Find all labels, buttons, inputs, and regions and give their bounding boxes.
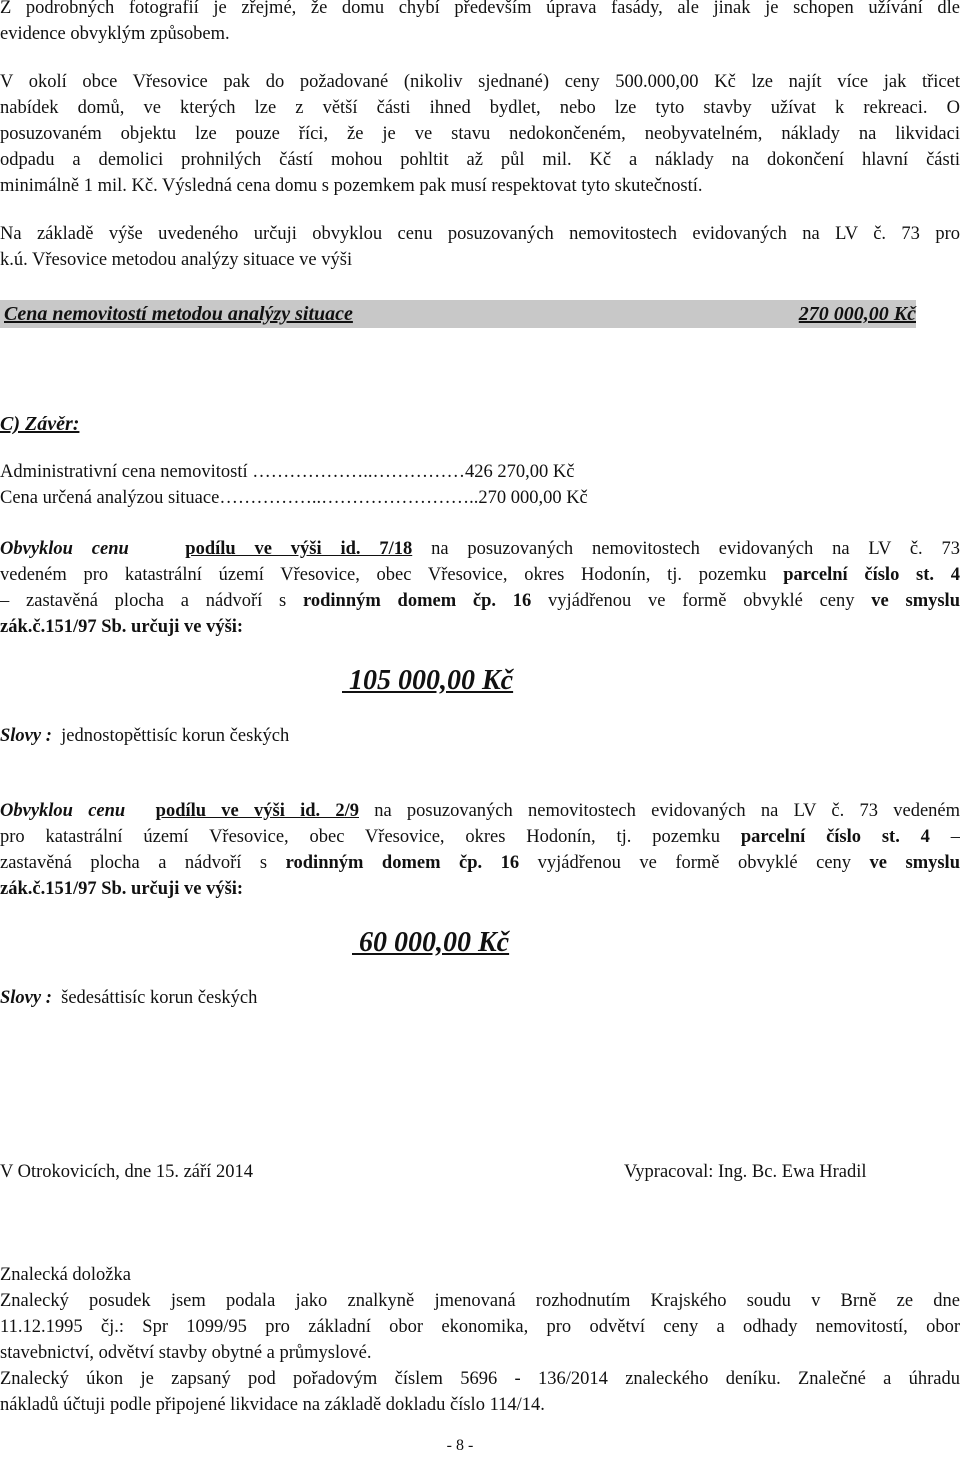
price-bar-value: 270 000,00 Kč bbox=[798, 303, 916, 325]
slovy-text: jednostopěttisíc korun českých bbox=[61, 726, 290, 746]
summary-analysis-price: Cena určená analýzou situace……………..……………………..270 000,00 Kč bbox=[0, 488, 588, 508]
text-line bbox=[0, 850, 960, 876]
share-1-amount: 105 000,00 Kč bbox=[342, 665, 514, 696]
text-line: Znalecký posudek jsem podala jako znalkyně jmenovaná rozhodnutím Krajského soudu v Brně ze dne bbox=[0, 1291, 960, 1311]
share-1-words bbox=[0, 724, 289, 748]
text-line bbox=[0, 562, 960, 588]
text-line: 11.12.1995 čj.: Spr 1099/95 pro základní obor ekonomika, pro odvětví ceny a odhady nemovitostí, obor bbox=[0, 1317, 960, 1337]
text-line bbox=[0, 798, 960, 824]
text-span: – zastavěná plocha a nádvoří s bbox=[0, 591, 303, 611]
summary-admin-price: Administrativní cena nemovitostí ………………..……………426 270,00 Kč bbox=[0, 462, 575, 482]
expert-clause bbox=[0, 1262, 960, 1418]
text-span: rodinným domem čp. 16 bbox=[285, 853, 520, 873]
text-line: Na základě výše uvedeného určuji obvyklou cenu posuzovaných nemovitostech evidovaných na LV č. 73 pro bbox=[0, 224, 960, 244]
text-span: ve smyslu bbox=[869, 853, 960, 873]
share-2-paragraph bbox=[0, 798, 960, 902]
text-span: podílu ve výši id. 2/9 bbox=[155, 801, 359, 821]
clause-title: Znalecká doložka bbox=[0, 1265, 131, 1285]
text-span: parcelní číslo st. 4 bbox=[740, 827, 930, 847]
text-line bbox=[0, 824, 960, 850]
share-2-words bbox=[0, 986, 257, 1010]
slovy-label: Slovy : bbox=[0, 726, 52, 746]
paragraph-determination bbox=[0, 221, 960, 273]
text-line bbox=[0, 95, 960, 121]
slovy-text: šedesáttisíc korun českých bbox=[61, 988, 258, 1008]
text-span: vyjádřenou ve formě obvyklé ceny bbox=[531, 591, 872, 611]
text-span: nabídek domů, ve kterých lze z větší části ihned bydlet, nebo lze tyto stavby užívat k rekreaci. bbox=[0, 98, 947, 118]
text-span: rodinným domem čp. 16 bbox=[302, 591, 532, 611]
text-line: zák.č.151/97 Sb. určuji ve výši: bbox=[0, 617, 244, 637]
price-bar bbox=[0, 300, 916, 328]
price-bar-label: Cena nemovitostí metodou analýzy situace bbox=[4, 303, 353, 325]
section-title: C) Závěr: bbox=[0, 413, 80, 435]
prepared-by: Vypracoval: Ing. Bc. Ewa Hradil bbox=[624, 1162, 867, 1182]
text-line: Z podrobných fotografií je zřejmé, že domu chybí především úprava fasády, ale jinak je schopen užívání dle bbox=[0, 0, 960, 18]
text-line: posuzovaném objektu lze pouze říci, že je ve stavu nedokončeném, neobyvatelném, náklady na likvidaci bbox=[0, 124, 960, 144]
slovy-label: Slovy : bbox=[0, 988, 52, 1008]
text-span: na posuzovaných nemovitostech evidovaných na LV č. 73 vedeném bbox=[359, 801, 960, 821]
paragraph-condition bbox=[0, 0, 960, 47]
text-span: Obvyklou cenu bbox=[0, 801, 126, 821]
text-span: ve smyslu bbox=[871, 591, 960, 611]
text-line: Znalecký úkon je zapsaný pod pořadovým číslem 5696 - 136/2014 znaleckého deníku. Znalečné a úhradu bbox=[0, 1369, 960, 1389]
share-1-paragraph bbox=[0, 536, 960, 640]
text-line: odpadu a demolici prohnilých částí mohou pohltit až půl mil. Kč a náklady na dokončení hlavní části bbox=[0, 150, 960, 170]
text-line: zák.č.151/97 Sb. určuji ve výši: bbox=[0, 879, 244, 899]
text-span: podílu ve výši id. 7/18 bbox=[185, 539, 413, 559]
text-span: O bbox=[946, 98, 960, 118]
paragraph-market bbox=[0, 69, 960, 199]
text-span: Obvyklou cenu bbox=[0, 539, 129, 559]
text-span: na posuzovaných nemovitostech evidovaných na LV č. 73 bbox=[412, 539, 960, 559]
text-line: nákladů účtuji podle připojené likvidace na základě dokladu číslo 114/14. bbox=[0, 1395, 545, 1415]
text-line bbox=[0, 588, 960, 614]
text-line: V okolí obce Vřesovice pak do požadované (nikoliv sjednané) ceny 500.000,00 Kč lze najít více jak třicet bbox=[0, 72, 960, 92]
text-span: parcelní číslo st. 4 bbox=[783, 565, 960, 585]
text-line: evidence obvyklým způsobem. bbox=[0, 24, 230, 44]
text-line bbox=[0, 536, 960, 562]
text-span: vyjádřenou ve formě obvyklé ceny bbox=[519, 853, 870, 873]
page-number: - 8 - bbox=[446, 1437, 474, 1454]
text-span: – bbox=[929, 827, 960, 847]
text-span: pro katastrální území Vřesovice, obec Vřesovice, okres Hodonín, tj. pozemku bbox=[0, 827, 741, 847]
text-line: stavebnictví, odvětví stavby obytné a průmyslové. bbox=[0, 1343, 372, 1363]
text-line: minimálně 1 mil. Kč. Výsledná cena domu s pozemkem pak musí respektovat tyto skutečností. bbox=[0, 176, 703, 196]
text-span: zastavěná plocha a nádvoří s bbox=[0, 853, 286, 873]
share-2-amount: 60 000,00 Kč bbox=[352, 927, 510, 958]
text-span: vedeném pro katastrální území Vřesovice, obec Vřesovice, okres Hodonín, tj. pozemku bbox=[0, 565, 784, 585]
text-line: k.ú. Vřesovice metodou analýzy situace ve výši bbox=[0, 250, 353, 270]
place-date: V Otrokovicích, dne 15. září 2014 bbox=[0, 1162, 253, 1182]
